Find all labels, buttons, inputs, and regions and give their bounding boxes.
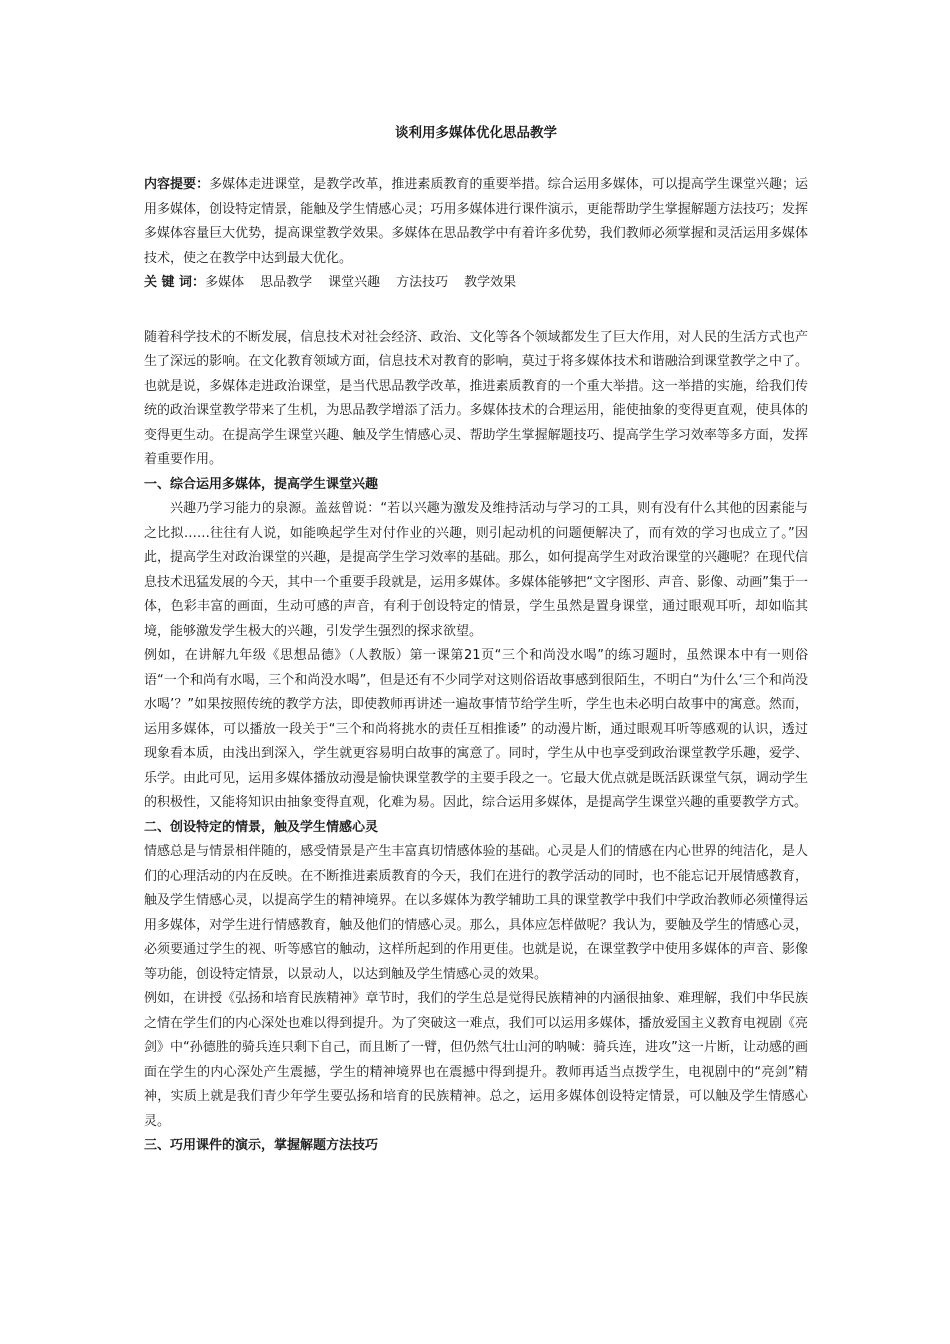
keyword-item: 多媒体 [205,275,245,290]
keyword-item: 思品教学 [260,275,313,290]
keyword-item: 课堂兴趣 [328,275,381,290]
section-heading-3: 三、巧用课件的演示，掌握解题方法技巧 [144,1138,379,1153]
section-heading-2: 二、创设特定的情景，触及学生情感心灵 [144,819,379,835]
keywords-label: 关 键 词： [144,275,206,290]
section-heading-1: 一、综合运用多媒体，提高学生课堂兴趣 [144,476,379,492]
intro-paragraph: 随着科学技术的不断发展，信息技术对社会经济、政治、文化等各个领域都发生了巨大作用，对人民的生活方式也产生了深远的影响。在文化教育领域方面，信息技术对教育的影响，莫过于将多媒体技术和谐融洽到课堂教学之中了。也就是说，多媒体走进政治课堂，是当代思品教学改革，推进素质教育的一个重大举措。这一举措的实施，给我们传统的政治课堂教学带来了生机，为思品教学增添了活力。多媒体技术的合理运用，能使抽象的变得更直观，使具体的变得更生动。在提高学生课堂兴趣、触及学生情感心灵、帮助学生掌握解题技巧、提高学生学习效率等多方面，发挥着重要作用。 [144,329,808,467]
section2-paragraph-2: 例如，在讲授《弘扬和培育民族精神》章节时，我们的学生总是觉得民族精神的内涵很抽象、难理解，我们中华民族之情在学生们的内心深处也难以得到提升。为了突破这一难点，我们可以运用多媒体，播放爱国主义教育电视剧《亮剑》中“孙德胜的骑兵连只剩下自己，而且断了一臂，但仍然气壮山河的呐喊：骑兵连，进攻”这一片断，让动感的画面在学生的内心深处产生震撼，学生的精神境界也在震撼中得到提升。教师再适当点拨学生，电视剧中的“亮剑”精神，实质上就是我们青少年学生要弘扬和培育的民族精神。总之，运用多媒体创设特定情景，可以触及学生情感心灵。 [144,991,808,1129]
keyword-item: 方法技巧 [396,275,449,290]
keywords-line [144,271,808,296]
document-body [144,121,808,1159]
keyword-item: 教学效果 [464,275,517,290]
section1-paragraph-1: 兴趣乃学习能力的泉源。盖兹曾说：“若以兴趣为激发及维持活动与学习的工具，则有没有什么其他的因素能与之比拟……往往有人说，如能唤起学生对付作业的兴趣，则引起动机的问题便解决了，而有效的学习也成立了。”因此，提高学生对政治课堂的兴趣，是提高学生学习效率的基础。那么，如何提高学生对政治课堂的兴趣呢？在现代信息技术迅猛发展的今天，其中一个重要手段就是，运用多媒体。多媒体能够把“文字图形、声音、影像、动画”集于一体，色彩丰富的画面，生动可感的声音，有利于创设特定的情景，学生虽然是置身课堂，通过眼观耳听，却如临其境，能够激发学生极大的兴趣，引发学生强烈的探求欲望。 [144,501,808,639]
abstract-paragraph [144,173,808,271]
section2-paragraph-1: 情感总是与情景相伴随的，感受情景是产生丰富真切情感体验的基础。心灵是人们的情感在内心世界的纯洁化，是人们的心理活动的内在反映。在不断推进素质教育的今天，我们在进行的教学活动的同时，也不能忘记开展情感教育，触及学生情感心灵，以提高学生的精神境界。在以多媒体为教学辅助工具的课堂教学中我们中学政治教师必须懂得运用多媒体，对学生进行情感教育，触及他们的情感心灵。那么，具体应怎样做呢？我认为，要触及学生的情感心灵，必须要通过学生的视、听等感官的触动，这样所起到的作用更佳。也就是说，在课堂教学中使用多媒体的声音、影像等功能，创设特定情景，以景动人，以达到触及学生情感心灵的效果。 [144,844,808,982]
abstract-text: 多媒体走进课堂，是教学改革，推进素质教育的重要举措。综合运用多媒体，可以提高学生课堂兴趣；运用多媒体，创设特定情景，能触及学生情感心灵；巧用多媒体进行课件演示，更能帮助学生掌握解题方法技巧；发挥多媒体容量巨大优势，提高课堂教学效果。多媒体在思品教学中有着许多优势，我们教师必须掌握和灵活运用多媒体技术，使之在教学中达到最大优化。 [144,177,808,266]
abstract-label: 内容提要： [144,177,210,192]
document-title: 谈利用多媒体优化思品教学 [395,125,557,141]
section1-paragraph-2: 例如，在讲解九年级《思想品德》（人教版）第一课第21页“三个和尚没水喝”的练习题时，虽然课本中有一则俗语“一个和尚有水喝，三个和尚没水喝”，但是还有不少同学对这则俗语故事感到很陌生，不明白“为什么‘三个和尚没水喝’？”如果按照传统的教学方法，即使教师再讲述一遍故事情节给学生听，学生也未必明白故事中的寓意。然而，运用多媒体，可以播放一段关于“三个和尚将挑水的责任互相推诿” 的动漫片断，通过眼观耳听等感观的认识，透过现象看本质，由浅出到深入，学生就更容易明白故事的寓意了。同时，学生从中也享受到政治课堂教学乐趣，爱学、乐学。由此可见，运用多媒体播放动漫是愉快课堂教学的主要手段之一。它最大优点就是既活跃课堂气氛，调动学生的积极性，又能将知识由抽象变得直观，化难为易。因此，综合运用多媒体，是提高学生课堂兴趣的重要教学方式。 [144,648,808,810]
